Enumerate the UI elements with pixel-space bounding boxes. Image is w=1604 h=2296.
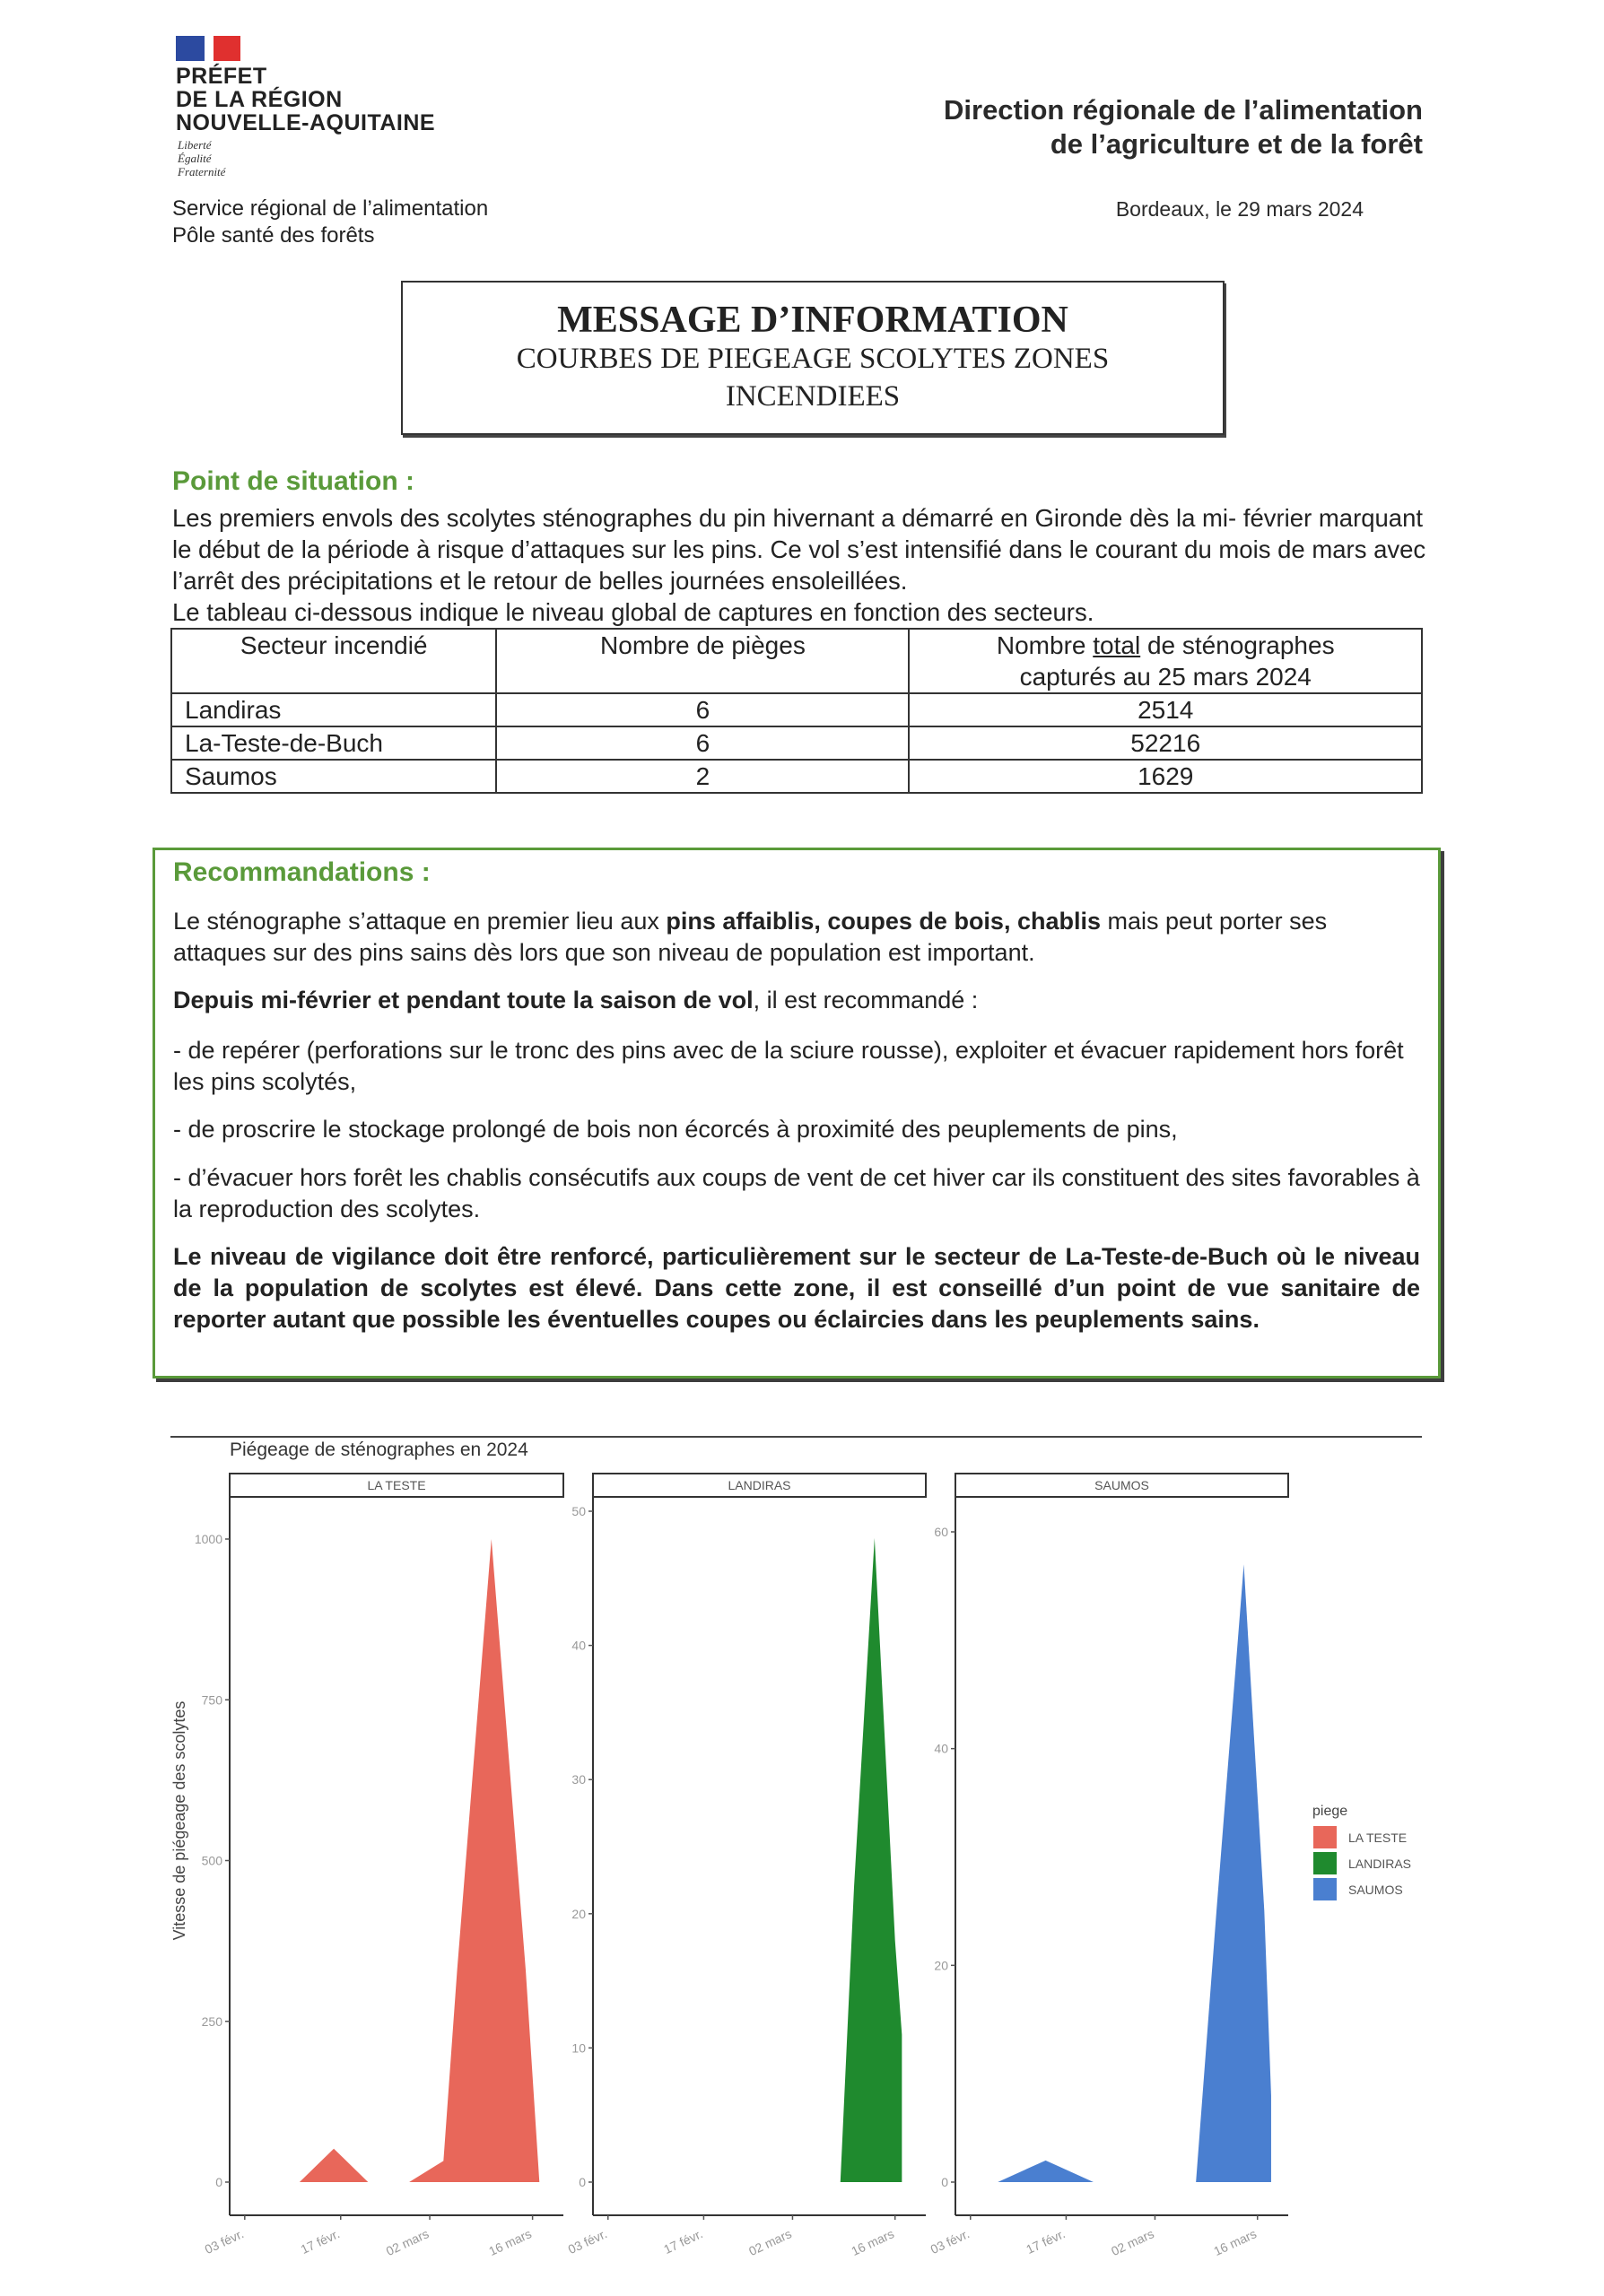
x-tick-label: 16 mars	[1211, 2226, 1259, 2259]
legend-swatch	[1313, 1878, 1337, 1900]
facet-saumos	[928, 1474, 1288, 2258]
vigilance-warning: Le niveau de vigilance doit être renforcé, particulièrement sur le secteur de La-Teste-de-Buch où le niveau de la population de scolytes est élevé. Dans cette zone, il est conseillé d’un point de vue sanitaire de reporter autant que possible les éventuelles coupes ou éclaircies dans les peuplements sains.	[173, 1243, 1420, 1333]
motto-line: Égalité	[178, 152, 212, 165]
header-total-part: de sténographes	[1140, 631, 1335, 659]
reco-item: - de repérer (perforations sur le tronc des pins avec de la sciure rousse), exploiter et évacuer rapidement hors forêt les pins scolytés,	[173, 1037, 1404, 1095]
text-run: Le sténographe s’attaque en premier lieu aux	[173, 908, 667, 935]
republic-motto	[178, 138, 225, 178]
situation-text	[172, 502, 1428, 628]
x-tick-label: 03 févr.	[202, 2226, 247, 2257]
logo-line: PRÉFET	[176, 64, 267, 89]
cell-traps: 2	[496, 760, 909, 793]
motto-line: Liberté	[178, 138, 212, 152]
y-tick-label: 40	[934, 1741, 948, 1756]
logo-line: DE LA RÉGION	[176, 87, 343, 112]
service-line: Pôle santé des forêts	[172, 223, 375, 248]
header-total-date: capturés au 25 mars 2024	[1019, 663, 1312, 691]
message-title: MESSAGE D’INFORMATION	[557, 300, 1068, 341]
service-name	[172, 196, 488, 249]
y-tick-label: 0	[579, 2175, 586, 2189]
y-tick-label: 0	[215, 2175, 222, 2189]
cell-total: 2514	[909, 693, 1422, 726]
x-tick-label: 17 févr.	[1024, 2226, 1068, 2257]
area-mark	[998, 2161, 1094, 2182]
x-tick-label: 17 févr.	[661, 2226, 705, 2257]
y-tick-label: 250	[201, 2013, 222, 2029]
x-tick-label: 17 févr.	[298, 2226, 343, 2257]
logo-blue-block	[176, 36, 205, 61]
cell-sector: Landiras	[171, 693, 496, 726]
legend-swatch	[1313, 1826, 1337, 1848]
recommendations-box	[153, 848, 1441, 1378]
chart-legend	[1312, 1804, 1411, 1900]
reco-paragraph	[173, 985, 1420, 1016]
reco-item: - de proscrire le stockage prolongé de bois non écorcés à proximité des peuplements de pins,	[173, 1116, 1178, 1143]
table-row	[171, 693, 1422, 726]
y-tick-label: 20	[934, 1958, 948, 1973]
bold-run: Depuis mi-février et pendant toute la saison de vol	[173, 987, 754, 1013]
facet-strip-label: LA TESTE	[367, 1478, 426, 1492]
direction-line: Direction régionale de l’alimentation	[944, 94, 1423, 126]
service-line: Service régional de l’alimentation	[172, 196, 489, 221]
area-mark	[841, 1538, 902, 2182]
logo-line: NOUVELLE-AQUITAINE	[176, 110, 436, 135]
table-intro: Le tableau ci-dessous indique le niveau global de captures en fonction des secteurs.	[172, 598, 1094, 626]
header-total-underlined: total	[1093, 631, 1141, 659]
y-tick-label: 40	[571, 1638, 586, 1653]
y-tick-label: 50	[571, 1504, 586, 1518]
direction-line: de l’agriculture et de la forêt	[1050, 128, 1423, 160]
y-tick-label: 10	[571, 2040, 586, 2056]
x-tick-label: 16 mars	[486, 2226, 534, 2259]
recommendations-heading: Recommandations :	[173, 857, 431, 887]
y-tick-label: 60	[934, 1525, 948, 1539]
chart-title: Piégeage de sténographes en 2024	[230, 1439, 528, 1460]
x-tick-label: 02 mars	[1109, 2226, 1156, 2259]
situation-paragraph: Les premiers envols des scolytes sténographes du pin hivernant a démarré en Gironde dès la mi- février marquant le début de la période à risque d’attaques sur les pins. Ce vol s’est intensifié dans le courant du mois de mars avec l’arrêt des précipitations et le retour de belles journées ensoleillées.	[172, 504, 1426, 595]
motto-line: Fraternité	[178, 165, 226, 178]
y-tick-label: 1000	[194, 1532, 222, 1546]
header-total-part: Nombre	[996, 631, 1094, 659]
bold-run: pins affaiblis, coupes de bois, chablis	[666, 908, 1101, 935]
cell-total: 52216	[909, 726, 1422, 760]
legend-label: LA TESTE	[1348, 1831, 1408, 1845]
table-row	[171, 726, 1422, 760]
direction-name	[944, 93, 1423, 161]
logo-red-block	[214, 36, 240, 61]
x-tick-label: 03 févr.	[565, 2226, 610, 2257]
header-sector: Secteur incendié	[171, 629, 496, 693]
table-row	[171, 760, 1422, 793]
cell-sector: La-Teste-de-Buch	[171, 726, 496, 760]
y-tick-label: 20	[571, 1906, 586, 1921]
text-run: , il est recommandé :	[753, 987, 979, 1013]
x-tick-label: 02 mars	[383, 2226, 432, 2259]
x-tick-label: 16 mars	[849, 2226, 896, 2259]
facet-la-teste	[195, 1474, 563, 2258]
trap-chart	[0, 1435, 1604, 2296]
sector-capture-table	[170, 628, 1423, 794]
header-traps: Nombre de pièges	[496, 629, 909, 693]
y-tick-label: 750	[201, 1692, 222, 1708]
text-run: mais peut porter ses attaques sur des pins sains dès lors que son niveau de population est important.	[173, 908, 1328, 966]
cell-traps: 6	[496, 693, 909, 726]
area-mark	[300, 1539, 539, 2182]
y-tick-label: 0	[941, 2175, 948, 2189]
message-subtitle-line: COURBES DE PIEGEAGE SCOLYTES ZONES	[516, 343, 1110, 375]
legend-label: SAUMOS	[1348, 1883, 1403, 1897]
table-header-row	[171, 629, 1422, 693]
marianne-logo	[176, 36, 239, 61]
message-title-box	[401, 281, 1225, 435]
cell-total: 1629	[909, 760, 1422, 793]
situation-heading: Point de situation :	[172, 466, 414, 496]
prefet-logo-text	[176, 65, 435, 135]
message-subtitle-line: INCENDIEES	[725, 380, 901, 413]
x-tick-label: 03 févr.	[928, 2226, 972, 2257]
header-total	[909, 629, 1422, 693]
area-mark	[1196, 1564, 1271, 2182]
x-tick-label: 02 mars	[746, 2226, 794, 2259]
facet-landiras	[566, 1474, 926, 2258]
cell-traps: 6	[496, 726, 909, 760]
cell-sector: Saumos	[171, 760, 496, 793]
reco-paragraph	[173, 906, 1420, 969]
legend-title: piege	[1312, 1804, 1348, 1819]
y-tick-label: 500	[201, 1853, 222, 1868]
legend-label: LANDIRAS	[1348, 1857, 1412, 1871]
facet-strip-label: SAUMOS	[1094, 1478, 1149, 1492]
date-line: Bordeaux, le 29 mars 2024	[1115, 197, 1364, 221]
y-axis-title: Vitesse de piégeage des scolytes	[170, 1700, 188, 1941]
y-tick-label: 30	[571, 1772, 586, 1787]
legend-swatch	[1313, 1852, 1337, 1874]
reco-item: - d’évacuer hors forêt les chablis consécutifs aux coups de vent de cet hiver car ils constituent des sites favorables à la reproduction des scolytes.	[173, 1164, 1420, 1222]
facet-strip-label: LANDIRAS	[728, 1478, 791, 1492]
